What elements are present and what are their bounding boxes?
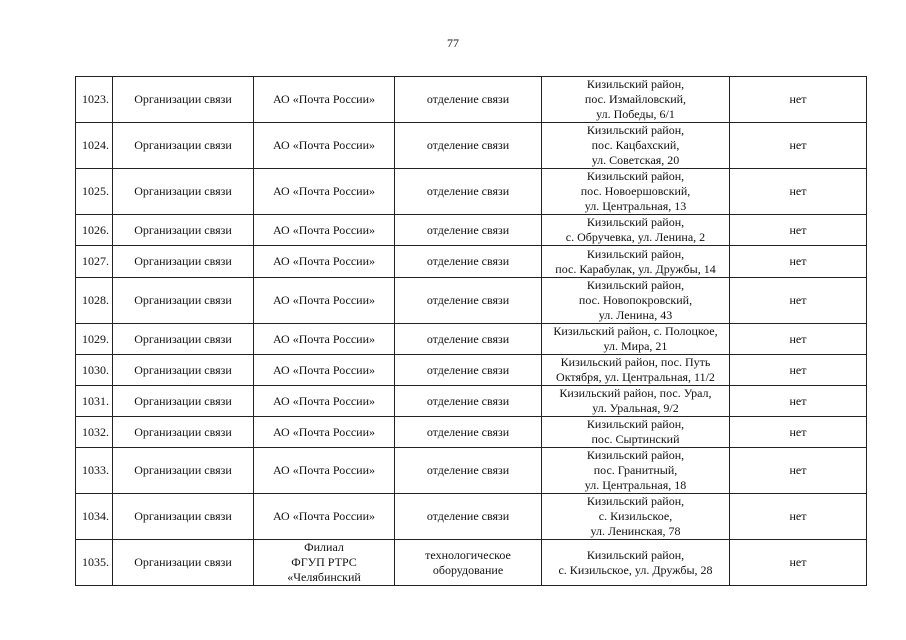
category-cell: Организации связи (113, 123, 254, 169)
organization-cell-line: АО «Почта России» (272, 362, 375, 377)
address-cell-line: ул. Победы, 6/1 (596, 107, 675, 121)
address-cell-line: ул. Центральная, 18 (584, 478, 687, 492)
object-type-cell-line: отделение связи (426, 463, 510, 477)
address-cell-line: ул. Уральная, 9/2 (592, 401, 679, 415)
table-row (76, 246, 867, 278)
address-cell (542, 278, 730, 324)
data-table (75, 76, 867, 586)
row-number-cell: 1027. (76, 246, 113, 278)
address-cell (542, 355, 730, 386)
organization-cell-line: АО «Почта России» (272, 331, 375, 346)
address-cell (542, 123, 730, 169)
address-cell-line: с. Обручевка, ул. Ленина, 2 (565, 230, 706, 244)
row-number-cell: 1031. (76, 386, 113, 417)
address-cell (542, 215, 730, 246)
status-cell: нет (730, 540, 867, 586)
address-cell-line: Кизильский район, (586, 77, 685, 91)
table-body (76, 77, 867, 586)
organization-cell (254, 386, 395, 417)
table-row (76, 494, 867, 540)
organization-cell-line: ФГУП РТРС (291, 555, 357, 569)
row-number-cell: 1029. (76, 324, 113, 355)
address-cell (542, 540, 730, 586)
address-cell-line: Кизильский район, (586, 169, 685, 183)
address-cell-line: пос. Измайловский, (584, 92, 687, 106)
row-number-cell: 1025. (76, 169, 113, 215)
object-type-cell (395, 386, 542, 417)
status-cell: нет (730, 448, 867, 494)
table-row (76, 355, 867, 386)
organization-cell (254, 246, 395, 278)
address-cell-line: Кизильский район, (586, 246, 685, 261)
table-row (76, 278, 867, 324)
organization-cell-line: АО «Почта России» (272, 424, 375, 439)
status-cell: нет (730, 324, 867, 355)
object-type-cell (395, 417, 542, 448)
address-cell-line: пос. Гранитный, (593, 463, 678, 477)
table-row (76, 386, 867, 417)
object-type-cell (395, 278, 542, 324)
address-cell-line: пос. Сыртинский (591, 432, 680, 446)
category-cell: Организации связи (113, 324, 254, 355)
organization-cell (254, 417, 395, 448)
address-cell-line: Октября, ул. Центральная, 11/2 (556, 370, 715, 384)
address-cell (542, 246, 730, 278)
address-cell-line: с. Кизильское, (598, 509, 673, 523)
organization-cell (254, 278, 395, 324)
status-cell: нет (730, 494, 867, 540)
table-row (76, 540, 867, 586)
address-cell-line: Кизильский район, (586, 494, 685, 508)
organization-cell-line: АО «Почта России» (272, 393, 375, 408)
row-number-cell: 1026. (76, 215, 113, 246)
organization-cell-line: «Челябинский (287, 570, 361, 584)
row-number-cell: 1033. (76, 448, 113, 494)
table-row (76, 448, 867, 494)
object-type-cell-line: отделение связи (426, 254, 510, 268)
status-cell: нет (730, 169, 867, 215)
address-cell-line: с. Кизильское, ул. Дружбы, 28 (558, 562, 713, 577)
category-cell: Организации связи (113, 278, 254, 324)
organization-cell (254, 77, 395, 123)
organization-cell (254, 355, 395, 386)
object-type-cell-line: отделение связи (426, 92, 510, 106)
object-type-cell-line: отделение связи (426, 509, 510, 523)
category-cell: Организации связи (113, 77, 254, 123)
row-number-cell: 1035. (76, 540, 113, 586)
object-type-cell-line: отделение связи (426, 424, 510, 439)
category-cell: Организации связи (113, 448, 254, 494)
organization-cell-line: АО «Почта России» (272, 184, 375, 198)
address-cell (542, 324, 730, 355)
object-type-cell (395, 123, 542, 169)
table-row (76, 123, 867, 169)
object-type-cell (395, 324, 542, 355)
address-cell-line: Кизильский район, с. Полоцкое, (553, 324, 718, 338)
table-row (76, 215, 867, 246)
object-type-cell-line: технологическое (425, 547, 511, 562)
row-number-cell: 1024. (76, 123, 113, 169)
table-row (76, 417, 867, 448)
row-number-cell: 1032. (76, 417, 113, 448)
table-row (76, 324, 867, 355)
address-cell-line: Кизильский район, (586, 278, 685, 292)
address-cell-line: Кизильский район, пос. Урал, (559, 386, 712, 400)
object-type-cell (395, 448, 542, 494)
row-number-cell: 1023. (76, 77, 113, 123)
address-cell-line: пос. Кацбахский, (591, 138, 680, 152)
organization-cell-line: АО «Почта России» (272, 138, 375, 152)
object-type-cell (395, 77, 542, 123)
organization-cell (254, 494, 395, 540)
category-cell: Организации связи (113, 417, 254, 448)
organization-cell-line: АО «Почта России» (272, 222, 375, 237)
object-type-cell (395, 355, 542, 386)
address-cell (542, 448, 730, 494)
address-cell-line: Кизильский район, (586, 123, 685, 137)
organization-cell (254, 540, 395, 586)
status-cell: нет (730, 386, 867, 417)
object-type-cell (395, 246, 542, 278)
object-type-cell-line: отделение связи (426, 393, 510, 408)
category-cell: Организации связи (113, 169, 254, 215)
organization-cell (254, 324, 395, 355)
address-cell-line: Кизильский район, (586, 215, 685, 229)
object-type-cell-line: отделение связи (426, 184, 510, 198)
category-cell: Организации связи (113, 355, 254, 386)
category-cell: Организации связи (113, 215, 254, 246)
object-type-cell (395, 494, 542, 540)
address-cell-line: Кизильский район, (586, 417, 685, 431)
address-cell (542, 386, 730, 417)
object-type-cell-line: отделение связи (426, 331, 510, 346)
address-cell (542, 169, 730, 215)
table-row (76, 169, 867, 215)
object-type-cell (395, 215, 542, 246)
row-number-cell: 1028. (76, 278, 113, 324)
address-cell-line: Кизильский район, пос. Путь (560, 355, 711, 369)
organization-cell (254, 169, 395, 215)
status-cell: нет (730, 417, 867, 448)
category-cell: Организации связи (113, 246, 254, 278)
organization-cell-line: АО «Почта России» (272, 509, 375, 523)
table-row (76, 77, 867, 123)
object-type-cell-line: оборудование (432, 562, 504, 577)
category-cell: Организации связи (113, 386, 254, 417)
address-cell-line: пос. Новоершовский, (580, 184, 691, 198)
organization-cell (254, 215, 395, 246)
address-cell-line: ул. Центральная, 13 (584, 199, 687, 213)
address-cell-line: пос. Новопокровский, (578, 293, 693, 307)
address-cell (542, 417, 730, 448)
row-number-cell: 1034. (76, 494, 113, 540)
address-cell-line: ул. Советская, 20 (591, 153, 680, 167)
row-number-cell: 1030. (76, 355, 113, 386)
object-type-cell (395, 169, 542, 215)
page-number: 77 (447, 36, 459, 50)
organization-cell-line: АО «Почта России» (272, 293, 375, 307)
address-cell-line: пос. Карабулак, ул. Дружбы, 14 (555, 261, 716, 276)
address-cell (542, 77, 730, 123)
status-cell: нет (730, 77, 867, 123)
status-cell: нет (730, 123, 867, 169)
status-cell: нет (730, 215, 867, 246)
object-type-cell-line: отделение связи (426, 362, 510, 377)
object-type-cell-line: отделение связи (426, 222, 510, 237)
organization-cell-line: АО «Почта России» (272, 463, 375, 477)
address-cell (542, 494, 730, 540)
object-type-cell (395, 540, 542, 586)
organization-cell-line: АО «Почта России» (272, 254, 375, 268)
status-cell: нет (730, 355, 867, 386)
address-cell-line: ул. Мира, 21 (603, 339, 668, 353)
status-cell: нет (730, 246, 867, 278)
category-cell: Организации связи (113, 540, 254, 586)
address-cell-line: ул. Ленина, 43 (598, 308, 673, 322)
address-cell-line: Кизильский район, (586, 448, 685, 462)
address-cell-line: Кизильский район, (586, 547, 685, 562)
address-cell-line: ул. Ленинская, 78 (590, 524, 681, 538)
status-cell: нет (730, 278, 867, 324)
organization-cell-line: Филиал (304, 540, 344, 554)
organization-cell (254, 448, 395, 494)
object-type-cell-line: отделение связи (426, 138, 510, 152)
organization-cell (254, 123, 395, 169)
organization-cell-line: АО «Почта России» (272, 92, 375, 106)
category-cell: Организации связи (113, 494, 254, 540)
object-type-cell-line: отделение связи (426, 293, 510, 307)
